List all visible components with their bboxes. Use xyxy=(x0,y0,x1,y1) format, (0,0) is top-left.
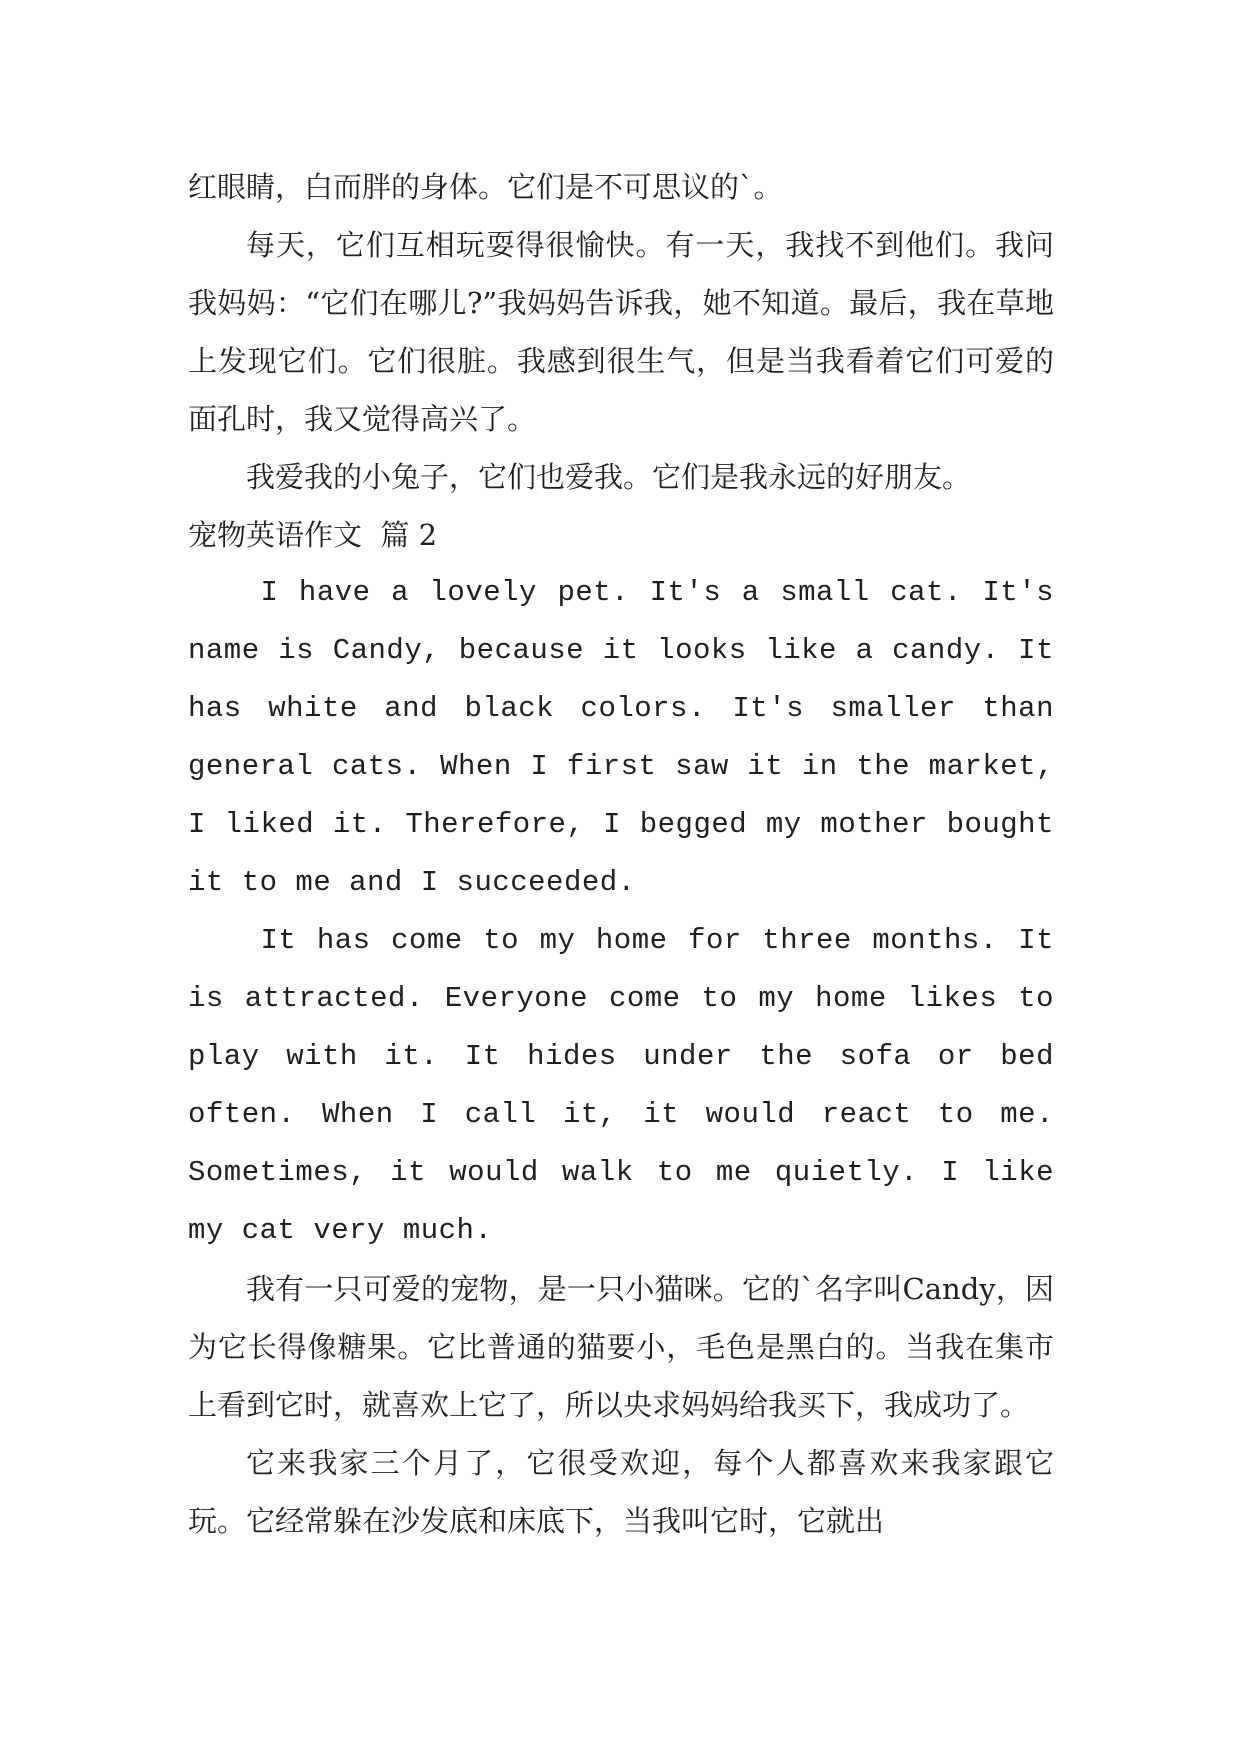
paragraph-english-cat-home: It has come to my home for three months. It is attracted. Everyone come to my home likes to play with it. It hides under the sofa or bed often. When I call it, it would react to me. Sometimes, it would walk to me quietly. I like my cat very much. xyxy=(188,924,1054,1247)
paragraph-rabbits-love: 我爱我的小兔子，它们也爱我。它们是我永远的好朋友。 xyxy=(246,460,972,494)
document-body xyxy=(188,158,1054,1550)
paragraph-chinese-cat-intro: 我有一只可爱的宠物，是一只小猫咪。它的`名字叫Candy，因为它长得像糖果。它比普通的猫要小，毛色是黑白的。当我在集市上看到它时，就喜欢上它了，所以央求妈妈给我买下，我成功了。 xyxy=(188,1272,1054,1422)
paragraph-rabbits-play: 每天，它们互相玩耍得很愉快。有一天，我找不到他们。我问我妈妈：“它们在哪儿?”我妈妈告诉我，她不知道。最后，我在草地上发现它们。它们很脏。我感到很生气，但是当我看着它们可爱的面孔时，我又觉得高兴了。 xyxy=(188,228,1054,436)
section-heading: 宠物英语作文 篇 2 xyxy=(188,518,438,552)
paragraph-english-cat-intro: I have a lovely pet. It's a small cat. It's name is Candy, because it looks like a candy. It has white and black colors. It's smaller than general cats. When I first saw it in the market, I liked it. Therefore, I begged my mother bought it to me and I succeeded. xyxy=(188,576,1054,899)
paragraph-continuation: 红眼睛，白而胖的身体。它们是不可思议的`。 xyxy=(188,170,783,204)
paragraph-chinese-cat-home: 它来我家三个月了，它很受欢迎，每个人都喜欢来我家跟它玩。它经常躲在沙发底和床底下，当我叫它时，它就出 xyxy=(188,1446,1054,1538)
